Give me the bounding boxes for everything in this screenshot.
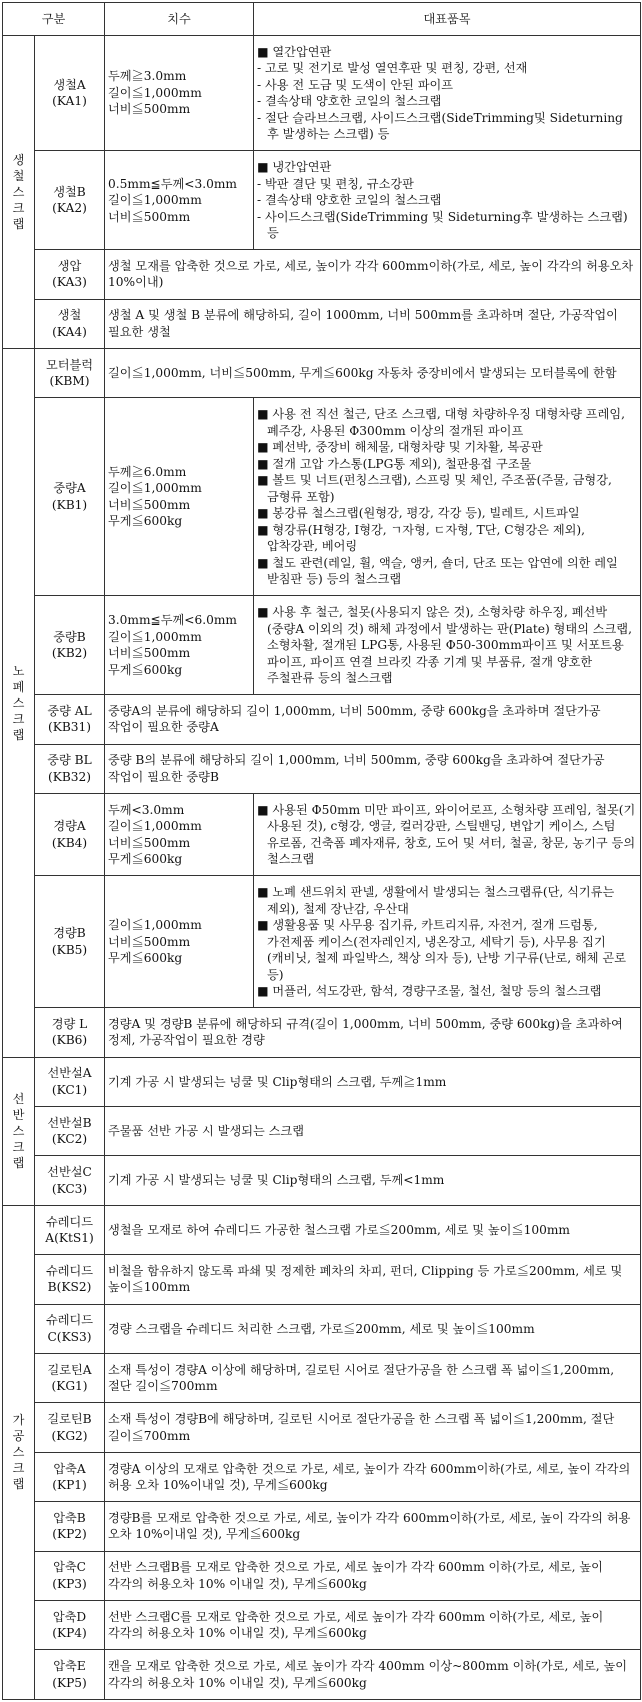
table-row [3,36,641,151]
item-list [257,604,637,687]
table-row [3,151,641,250]
table-row [3,794,641,876]
item-bullet: ■ 절개 고압 가스통(LPG통 제외), 철판용접 구조물 [257,456,532,471]
item-list [257,406,637,588]
description-cell: 기계 가공 시 발생되는 넝쿨 및 Clip형태의 스크랩, 두께≧1mm [105,1057,641,1106]
items-cell [254,794,641,876]
header-items: 대표품목 [254,3,641,36]
description-cell: 캔을 모재로 압축한 것으로 가로, 세로 높이가 각각 400mm 이상~800mm 이하(가로, 세로, 높이 각각의 허용오차 10% 이내일 것), 무게≦600kg [105,1650,641,1699]
item-bullet: ■ 머플러, 석도강판, 함석, 경량구조물, 철선, 철망 등의 철스크랩 [257,984,602,999]
class-code: 생압 (KA3) [35,250,105,299]
group-label-text: 선반스크랩 [12,1092,25,1171]
scrap-classification-document [2,2,640,1700]
items-cell [254,151,641,250]
group-label-text: 가공스크랩 [12,1413,25,1492]
item-bullet: ■ 사용 후 철근, 철못(사용되지 않은 것), 소형차량 하우징, 폐선박(중량A 이외의 것) 해체 과정에서 발생하는 판(Plate) 형태의 스크랩, 소형차활, 절개된 LPG통, 사용된 Φ50-300mm파이프 및 서포트용 파이프, 파이프 연결 브라킷 각종 기계 및 부품류, 절개 양호한 주철관류 등의 철스크랩 [257,605,632,686]
item-list [257,159,637,242]
table-row [3,1452,641,1501]
item-list [257,802,637,868]
item-bullet: ■ 노폐 샌드위치 판넬, 생활에서 발생되는 철스크랩류(단, 식기류는 제외), 철제 장난감, 우산대 [257,885,615,916]
description-cell: 선반 스크랩B를 모재로 압축한 것으로 가로, 세로 높이가 각각 600mm 이하(가로, 세로, 높이 각각의 허용오차 10% 이내일 것), 무게≦600kg [105,1551,641,1600]
class-code: 압축C (KP3) [35,1551,105,1600]
dimension-cell: 3.0mm≦두께<6.0mm 길이≦1,000mm 너비≦500mm 무게≦600kg [105,596,254,695]
class-code: 슈레디드 B(KS2) [35,1255,105,1304]
table-row [3,1403,641,1452]
description-cell: 기계 가공 시 발생되는 넝쿨 및 Clip형태의 스크랩, 두께<1mm [105,1156,641,1205]
dimension-cell: 두께≧3.0mm 길이≦1,000mm 너비≦500mm [105,36,254,151]
group-label [3,1205,35,1699]
item-list [257,884,637,1000]
item-bullet: ■ 냉간압연판 [257,160,332,175]
group-label-text: 생철스크랩 [12,153,25,232]
item-bullet: - 결속상태 양호한 코일의 철스크랩 [257,94,442,109]
description-cell: 경량B를 모재로 압축한 것으로 가로, 세로, 높이가 각각 600mm이하(가로, 세로, 높이 각각의 허용 오차 10%이내일 것), 무게≦600kg [105,1502,641,1551]
description-cell: 길이≦1,000mm, 너비≦500mm, 무게≦600kg 자동차 중장비에서 발생되는 모터블록에 한함 [105,349,641,398]
description-cell: 생철을 모재로 하여 슈레디드 가공한 철스크랩 가로≦200mm, 세로 및 높이≦100mm [105,1205,641,1254]
item-bullet: ■ 사용된 Φ50mm 미만 파이프, 와이어로프, 소형차량 프레임, 철못(기 사용된 것), c형강, 앵글, 컬러강판, 스틸밴딩, 변압기 케이스, 스텀 유로폼, 건축폼 폐자재류, 창호, 도어 및 셔터, 철골, 창문, 농기구 등의 철스크랩 [257,802,636,867]
class-code: 슈레디드 A(KtS1) [35,1205,105,1254]
item-bullet: ■ 볼트 및 너트(펀칭스크랩), 스프링 및 체인, 주조품(주물, 금형강, 금형류 포함) [257,473,612,504]
table-row [3,1551,641,1600]
item-bullet: ■ 사용 전 직선 철근, 단조 스크랩, 대형 차량하우징 대형차량 프레임, 폐주강, 사용된 Φ300mm 이상의 절개된 파이프 [257,407,625,438]
table-row [3,299,641,348]
class-code: 선반설B (KC2) [35,1107,105,1156]
table-row [3,876,641,1008]
description-cell: 선반 스크랩C를 모재로 압축한 것으로 가로, 세로 높이가 각각 600mm 이하(가로, 세로, 높이 각각의 허용오차 10% 이내일 것), 무게≦600kg [105,1600,641,1649]
group-label [3,349,35,1058]
description-cell: 비철을 함유하지 않도록 파쇄 및 정제한 폐차의 차피, 펀더, Clipping 등 가로≦200mm, 세로 및 높이≦100mm [105,1255,641,1304]
item-bullet: - 사용 전 도금 및 도색이 안된 파이프 [257,77,454,92]
table-row [3,1354,641,1403]
description-cell: 중량A의 분류에 해당하되 길이 1,000mm, 너비 500mm, 중량 600kg을 초과하며 절단가공 작업이 필요한 중량A [105,695,641,744]
item-bullet: - 결속상태 양호한 코일의 철스크랩 [257,193,442,208]
item-bullet: ■ 형강류(H형강, I형강, ㄱ자형, ㄷ자형, T단, C형강은 제외), 압착강관, 베어링 [257,522,585,554]
table-row [3,744,641,793]
table-row [3,1600,641,1649]
class-code: 경량A (KB4) [35,794,105,876]
item-bullet: ■ 봉강류 철스크랩(원형강, 평강, 각강 등), 빌레트, 시트파일 [257,506,580,521]
table-row [3,596,641,695]
table-row [3,1650,641,1699]
class-code: 중량B (KB2) [35,596,105,695]
description-cell: 소재 특성이 경량A 이상에 해당하며, 길로틴 시어로 절단가공을 한 스크랩 폭 넓이≦1,200mm, 절단 길이≦700mm [105,1354,641,1403]
item-bullet: - 사이드스크랩(SideTrimming 및 Sideturning후 발생하는 스크랩)등 [257,209,628,241]
table-row [3,349,641,398]
class-code: 중량 BL (KB32) [35,744,105,793]
table-row [3,1156,641,1205]
items-cell [254,876,641,1008]
class-code: 압축E (KP5) [35,1650,105,1699]
table-row [3,398,641,596]
description-cell: 주물품 선반 가공 시 발생되는 스크랩 [105,1107,641,1156]
item-bullet: ■ 폐선박, 중장비 해체물, 대형차량 및 기차활, 복공판 [257,440,543,455]
class-code: 경량B (KB5) [35,876,105,1008]
description-cell: 경량A 이상의 모재로 압축한 것으로 가로, 세로, 높이가 각각 600mm이하(가로, 세로, 높이 각각의 허용 오차 10%이내일 것), 무게≦600kg [105,1452,641,1501]
item-bullet: - 절단 슬라브스크랩, 사이드스크랩(SideTrimming및 Sideturning 후 발생하는 스크랩) 등 [257,110,623,142]
items-cell [254,596,641,695]
dimension-cell: 길이≦1,000mm 너비≦500mm 무게≦600kg [105,876,254,1008]
group-label [3,36,35,349]
table-row [3,695,641,744]
class-code: 모터블럭 (KBM) [35,349,105,398]
header-dimension: 치수 [105,3,254,36]
class-code: 압축D (KP4) [35,1600,105,1649]
table-row [3,1057,641,1106]
class-code: 경량 L (KB6) [35,1008,105,1057]
dimension-cell: 0.5mm≦두께<3.0mm 길이≦1,000mm 너비≦500mm [105,151,254,250]
item-bullet: - 고로 및 전기로 발성 열연후판 및 편칭, 강편, 선재 [257,61,528,76]
class-code: 중량A (KB1) [35,398,105,596]
table-row [3,1502,641,1551]
class-code: 길로틴B (KG2) [35,1403,105,1452]
classification-table [2,2,641,1700]
dimension-cell: 두께<3.0mm 길이≦1,000mm 너비≦500mm 무게≦600kg [105,794,254,876]
table-row [3,1107,641,1156]
items-cell [254,398,641,596]
group-label [3,1057,35,1205]
items-cell [254,36,641,151]
class-code: 슈레디드 C(KS3) [35,1304,105,1353]
class-code: 압축A (KP1) [35,1452,105,1501]
group-label-text: 노폐스크랩 [12,663,25,742]
item-bullet: ■ 철도 관련(레일, 휠, 액슬, 앵커, 숄더, 단조 또는 압연에 의한 레일 받침판 등) 등의 철스크랩 [257,555,618,587]
description-cell: 경량A 및 경량B 분류에 해당하되 규격(길이 1,000mm, 너비 500mm, 중량 600kg)을 초과하여 정제, 가공작업이 필요한 경량 [105,1008,641,1057]
dimension-cell: 두께≧6.0mm 길이≦1,000mm 너비≦500mm 무게≦600kg [105,398,254,596]
table-row [3,250,641,299]
table-header-row [3,3,641,36]
class-code: 압축B (KP2) [35,1502,105,1551]
class-code: 선반설C (KC3) [35,1156,105,1205]
class-code: 길로틴A (KG1) [35,1354,105,1403]
description-cell: 생철 모재를 압축한 것으로 가로, 세로, 높이가 각각 600mm이하(가로, 세로, 높이 각각의 허용오차 10%이내) [105,250,641,299]
description-cell: 생철 A 및 생철 B 분류에 해당하되, 길이 1000mm, 너비 500mm를 초과하며 절단, 가공작업이 필요한 생철 [105,299,641,348]
description-cell: 경량 스크랩을 슈레디드 처리한 스크랩, 가로≦200mm, 세로 및 높이≦100mm [105,1304,641,1353]
description-cell: 중량 B의 분류에 해당하되 길이 1,000mm, 너비 500mm, 중량 600kg을 초과하여 절단가공 작업이 필요한 중량B [105,744,641,793]
table-row [3,1304,641,1353]
table-row [3,1008,641,1057]
item-bullet: ■ 생활용품 및 사무용 집기류, 카트리지류, 자전거, 절개 드럼통, 가전제품 케이스(전자레인지, 냉온장고, 세탁기 등), 사무용 집기(캐비닛, 철제 파일박스, 책상 의자 등), 난방 기구류(난로, 해체 곤로 등) [257,918,626,982]
class-code: 선반설A (KC1) [35,1057,105,1106]
table-row [3,1255,641,1304]
class-code: 생철 (KA4) [35,299,105,348]
table-row [3,1205,641,1254]
class-code: 생철B (KA2) [35,151,105,250]
description-cell: 소재 특성이 경량B에 해당하며, 길로틴 시어로 절단가공을 한 스크랩 폭 넓이≦1,200mm, 절단 길이≦700mm [105,1403,641,1452]
class-code: 생철A (KA1) [35,36,105,151]
item-bullet: - 박판 결단 및 편칭, 규소강판 [257,176,414,191]
item-list [257,44,637,143]
header-group: 구분 [3,3,105,36]
item-bullet: ■ 열간압연판 [257,44,332,59]
class-code: 중량 AL (KB31) [35,695,105,744]
